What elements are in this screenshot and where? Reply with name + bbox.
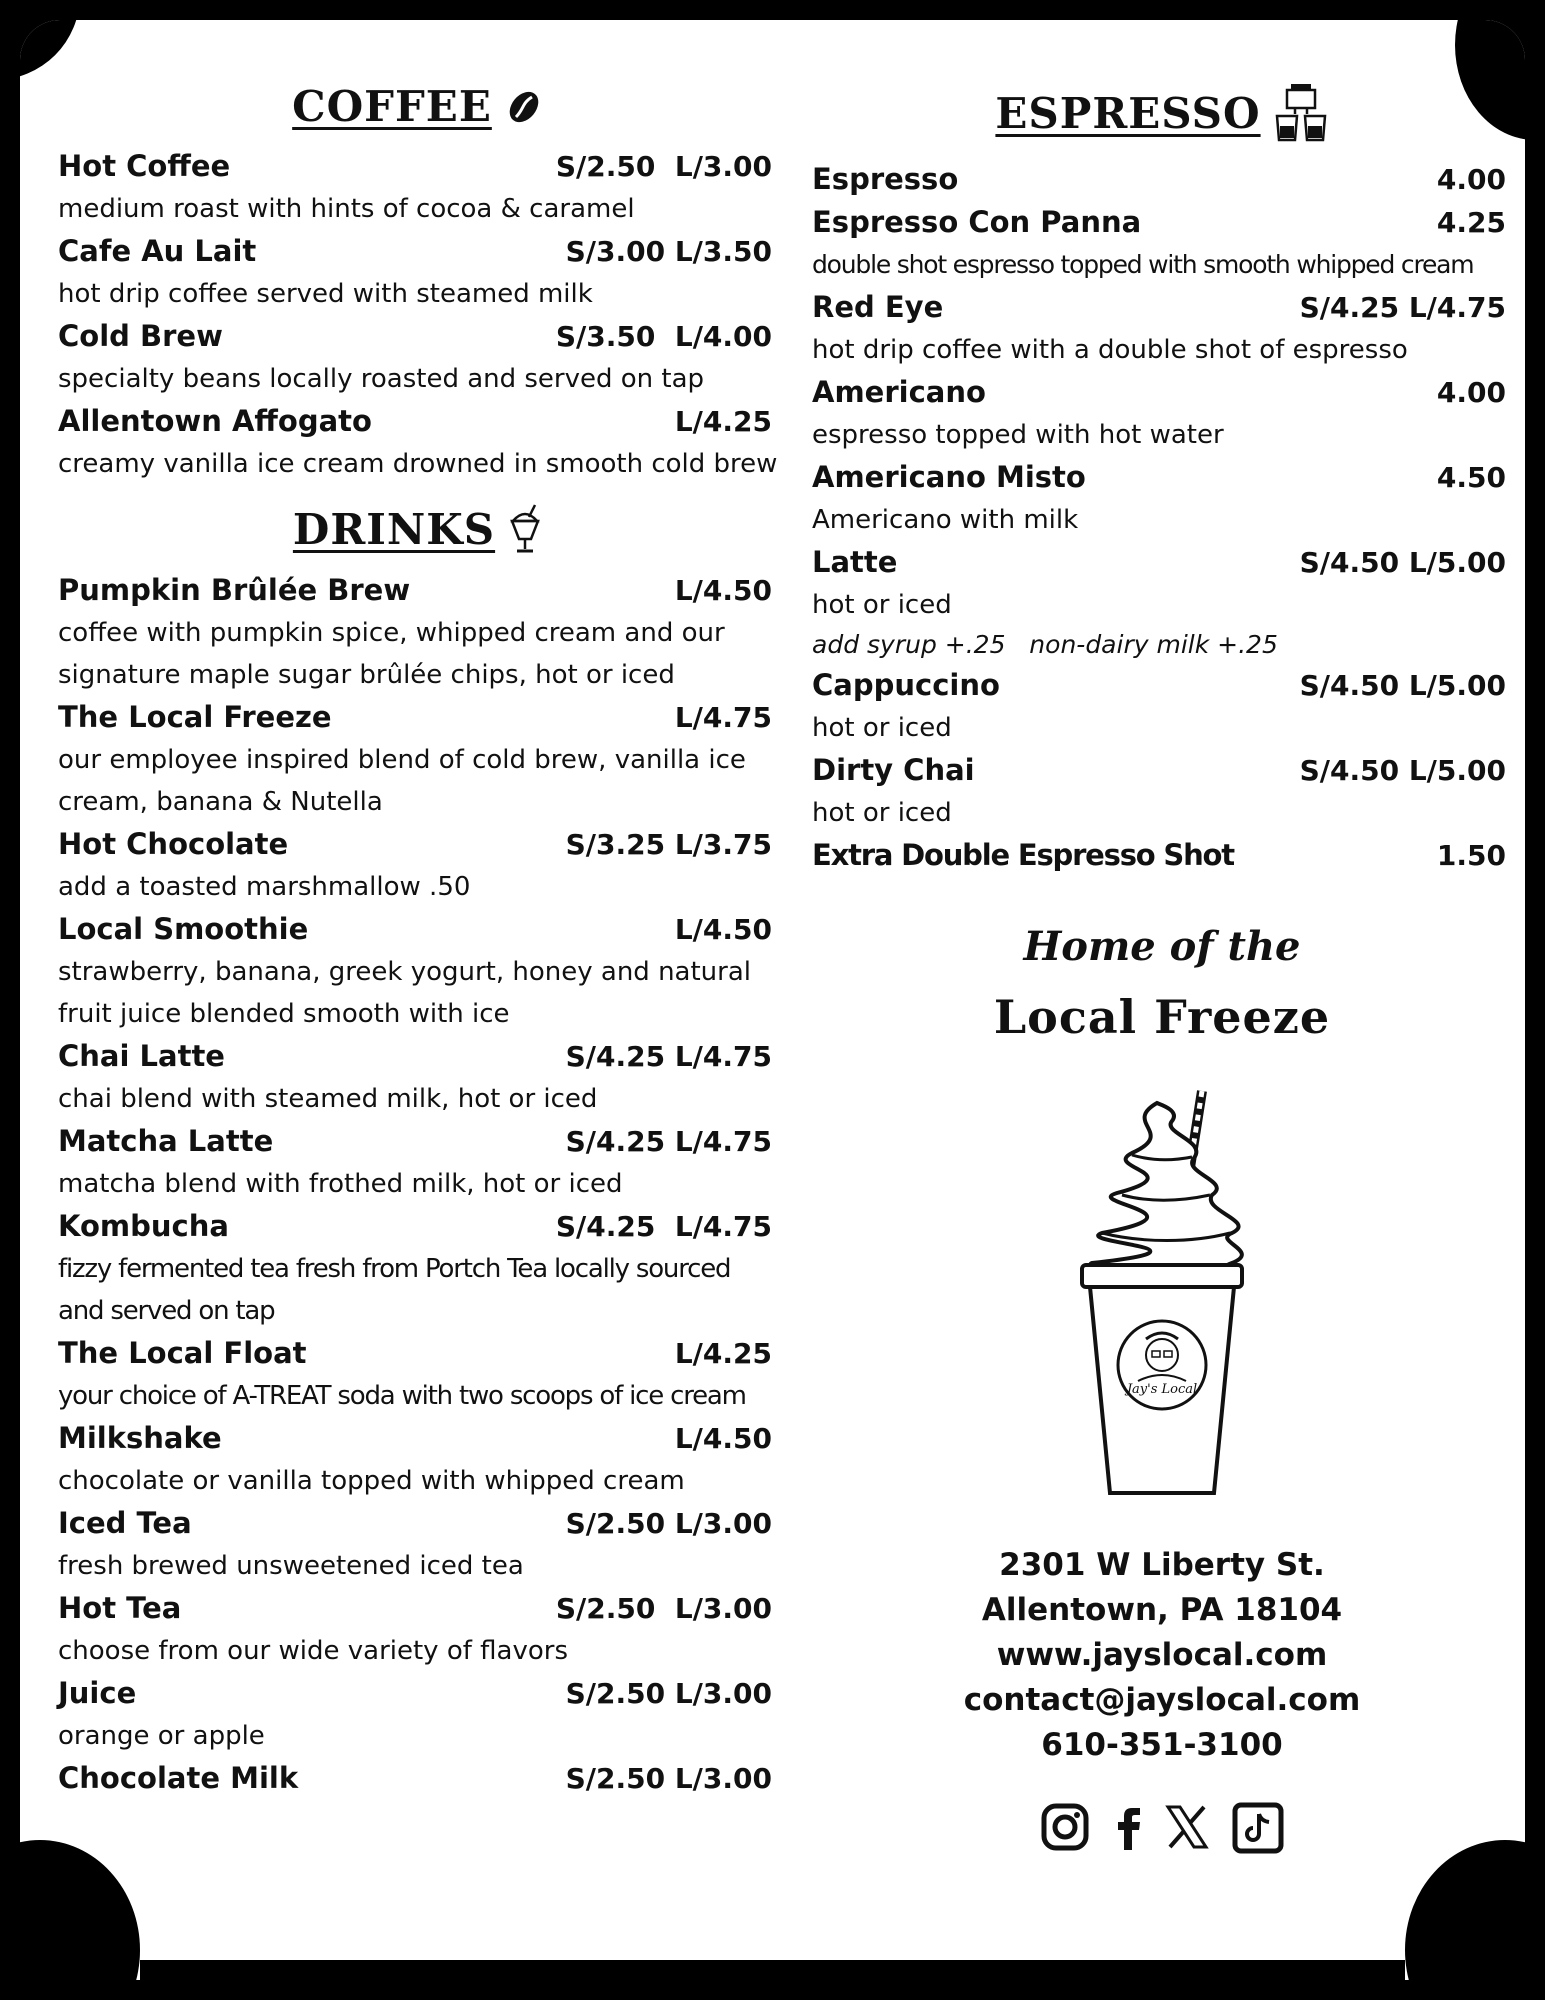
- menu-item: [58, 1502, 778, 1587]
- address-street: 2301 W Liberty St.: [999, 1547, 1325, 1583]
- drinks-title: DRINKS: [292, 504, 496, 554]
- item-name: Cappuccino: [812, 668, 1000, 702]
- menu-item: [58, 145, 778, 230]
- item-name: Dirty Chai: [812, 753, 975, 787]
- item-name: Juice: [58, 1676, 137, 1710]
- item-name: Hot Tea: [58, 1591, 182, 1625]
- item-name: Cold Brew: [58, 319, 223, 353]
- menu-item: [58, 1332, 778, 1417]
- item-name: Allentown Affogato: [58, 404, 372, 438]
- item-description: Americano with milk: [812, 505, 1079, 535]
- item-description: creamy vanilla ice cream drowned in smooth cold brew: [58, 449, 778, 479]
- left-column: [58, 70, 778, 1800]
- item-name: The Local Float: [58, 1336, 307, 1370]
- item-price: S/4.25 L/4.75: [565, 1040, 772, 1073]
- right-column: [812, 70, 1512, 1858]
- menu-item: [58, 1587, 778, 1672]
- cup-logo-text: Jay's Local: [1126, 1382, 1198, 1397]
- item-price: S/2.50 L/3.00: [565, 1677, 772, 1710]
- item-price: L/4.50: [674, 913, 772, 946]
- item-price: S/2.50 L/3.00: [555, 1592, 772, 1625]
- phone-number[interactable]: 610-351-3100: [1041, 1727, 1283, 1763]
- item-price: S/4.25 L/4.75: [555, 1210, 772, 1243]
- item-name: Iced Tea: [58, 1506, 192, 1540]
- coffee-title: COFFEE: [292, 82, 492, 131]
- item-description: fresh brewed unsweetened iced tea: [58, 1551, 524, 1581]
- item-name: Chocolate Milk: [58, 1761, 299, 1795]
- website-link[interactable]: www.jayslocal.com: [996, 1637, 1328, 1673]
- menu-item: [812, 158, 1512, 201]
- item-name: Milkshake: [58, 1421, 222, 1455]
- menu-item: [58, 230, 778, 315]
- menu-item: [812, 371, 1512, 456]
- item-price: L/4.25: [674, 1337, 772, 1370]
- menu-item: [58, 1035, 778, 1120]
- item-name: Latte: [812, 545, 898, 579]
- tiktok-icon[interactable]: [1232, 1802, 1284, 1858]
- item-name: Hot Chocolate: [58, 827, 289, 861]
- item-description: hot or iced: [812, 590, 952, 620]
- menu-item: [58, 315, 778, 400]
- item-description: hot or iced: [812, 713, 952, 743]
- item-description: coffee with pumpkin spice, whipped cream and our signature maple sugar brûlée chips, hot or iced: [58, 618, 725, 690]
- item-name: Americano: [812, 375, 986, 409]
- item-description: chai blend with steamed milk, hot or iced: [58, 1084, 598, 1114]
- item-description: chocolate or vanilla topped with whipped cream: [58, 1466, 685, 1496]
- item-price: S/3.50 L/4.00: [555, 320, 772, 353]
- menu-item: [58, 1205, 778, 1332]
- item-price: S/2.50 L/3.00: [565, 1507, 772, 1540]
- coffee-bean-icon: [504, 87, 544, 127]
- espresso-machine-icon: [1273, 82, 1329, 144]
- espresso-heading: [812, 82, 1512, 144]
- item-description: hot drip coffee served with steamed milk: [58, 279, 593, 309]
- menu-sheet: [20, 20, 1525, 1980]
- promo-block: [812, 917, 1512, 1503]
- item-description: matcha blend with frothed milk, hot or iced: [58, 1169, 623, 1199]
- item-description: fizzy fermented tea fresh from Portch Tea locally sourced and served on tap: [58, 1254, 731, 1326]
- item-price: 4.00: [1436, 163, 1506, 196]
- menu-item: [58, 1120, 778, 1205]
- menu-item: [812, 541, 1512, 664]
- item-name: The Local Freeze: [58, 700, 332, 734]
- coffee-list: [58, 145, 778, 485]
- menu-item: [812, 749, 1512, 834]
- social-links: [812, 1802, 1512, 1858]
- x-icon[interactable]: [1164, 1802, 1210, 1858]
- item-name: Chai Latte: [58, 1039, 225, 1073]
- coffee-heading: [58, 82, 778, 131]
- menu-item: [58, 1417, 778, 1502]
- menu-item: [58, 400, 778, 485]
- item-name: Pumpkin Brûlée Brew: [58, 573, 411, 607]
- bottom-border: [140, 1960, 1405, 1980]
- item-price: 4.50: [1436, 461, 1506, 494]
- item-description: espresso topped with hot water: [812, 420, 1224, 450]
- item-price: S/4.25 L/4.75: [1299, 291, 1506, 324]
- menu-item: [812, 201, 1512, 286]
- espresso-list: [812, 158, 1512, 877]
- item-price: S/4.50 L/5.00: [1299, 669, 1506, 702]
- item-description: our employee inspired blend of cold brew, vanilla ice cream, banana & Nutella: [58, 745, 746, 817]
- item-price: S/4.25 L/4.75: [565, 1125, 772, 1158]
- instagram-icon[interactable]: [1040, 1802, 1090, 1858]
- item-price: L/4.50: [674, 574, 772, 607]
- item-description: double shot espresso topped with smooth whipped cream: [812, 250, 1474, 279]
- item-description: choose from our wide variety of flavors: [58, 1636, 568, 1666]
- item-description: your choice of A-TREAT soda with two scoops of ice cream: [58, 1381, 746, 1411]
- item-price: S/3.25 L/3.75: [565, 828, 772, 861]
- local-freeze-cup-illustration: [1062, 1083, 1262, 1503]
- item-name: Americano Misto: [812, 460, 1086, 494]
- menu-item: [58, 823, 778, 908]
- menu-item: [812, 286, 1512, 371]
- item-name: Kombucha: [58, 1209, 229, 1243]
- email-link[interactable]: contact@jayslocal.com: [963, 1682, 1361, 1718]
- menu-item: [58, 696, 778, 823]
- item-price: S/2.50 L/3.00: [565, 1762, 772, 1795]
- item-price: 4.00: [1436, 376, 1506, 409]
- address-city: Allentown, PA 18104: [981, 1592, 1343, 1628]
- item-price: S/4.50 L/5.00: [1299, 546, 1506, 579]
- promo-title: Local Freeze: [993, 990, 1331, 1044]
- item-name: Red Eye: [812, 290, 944, 324]
- menu-item: [58, 1672, 778, 1757]
- menu-item: [58, 569, 778, 696]
- milkshake-glass-icon: [507, 503, 543, 555]
- item-description: strawberry, banana, greek yogurt, honey and natural fruit juice blended smooth with ice: [58, 957, 751, 1029]
- item-price: S/4.50 L/5.00: [1299, 754, 1506, 787]
- promo-script: Home of the: [1023, 923, 1301, 970]
- item-name: Espresso Con Panna: [812, 205, 1142, 239]
- item-name: Hot Coffee: [58, 149, 231, 183]
- menu-item: [812, 456, 1512, 541]
- item-price: L/4.75: [674, 701, 772, 734]
- item-description: medium roast with hints of cocoa & caramel: [58, 194, 635, 224]
- item-description: hot drip coffee with a double shot of espresso: [812, 335, 1408, 365]
- facebook-icon[interactable]: [1112, 1802, 1142, 1858]
- menu-item: [58, 908, 778, 1035]
- contact-block: [812, 1543, 1512, 1768]
- drinks-list: [58, 569, 778, 1800]
- item-description: orange or apple: [58, 1721, 265, 1751]
- item-price: L/4.25: [674, 405, 772, 438]
- item-description: specialty beans locally roasted and served on tap: [58, 364, 705, 394]
- drinks-heading: [58, 503, 778, 555]
- item-price: S/2.50 L/3.00: [555, 150, 772, 183]
- latte-addons-note: add syrup +.25 non-dairy milk +.25: [812, 630, 1278, 659]
- corner-decoration: [20, 1840, 140, 1980]
- item-name: Matcha Latte: [58, 1124, 274, 1158]
- item-price: S/3.00 L/3.50: [565, 235, 772, 268]
- item-name: Extra Double Espresso Shot: [812, 838, 1234, 872]
- item-name: Cafe Au Lait: [58, 234, 257, 268]
- item-name: Local Smoothie: [58, 912, 309, 946]
- menu-item: [812, 664, 1512, 749]
- menu-item: [58, 1757, 778, 1800]
- espresso-title: ESPRESSO: [995, 88, 1261, 138]
- item-description: hot or iced: [812, 798, 952, 828]
- item-price: 1.50: [1436, 839, 1506, 872]
- item-price: L/4.50: [674, 1422, 772, 1455]
- item-description: add a toasted marshmallow .50: [58, 872, 471, 902]
- item-name: Espresso: [812, 162, 959, 196]
- corner-decoration: [1405, 1840, 1525, 1980]
- item-price: 4.25: [1436, 206, 1506, 239]
- menu-item: [812, 834, 1512, 877]
